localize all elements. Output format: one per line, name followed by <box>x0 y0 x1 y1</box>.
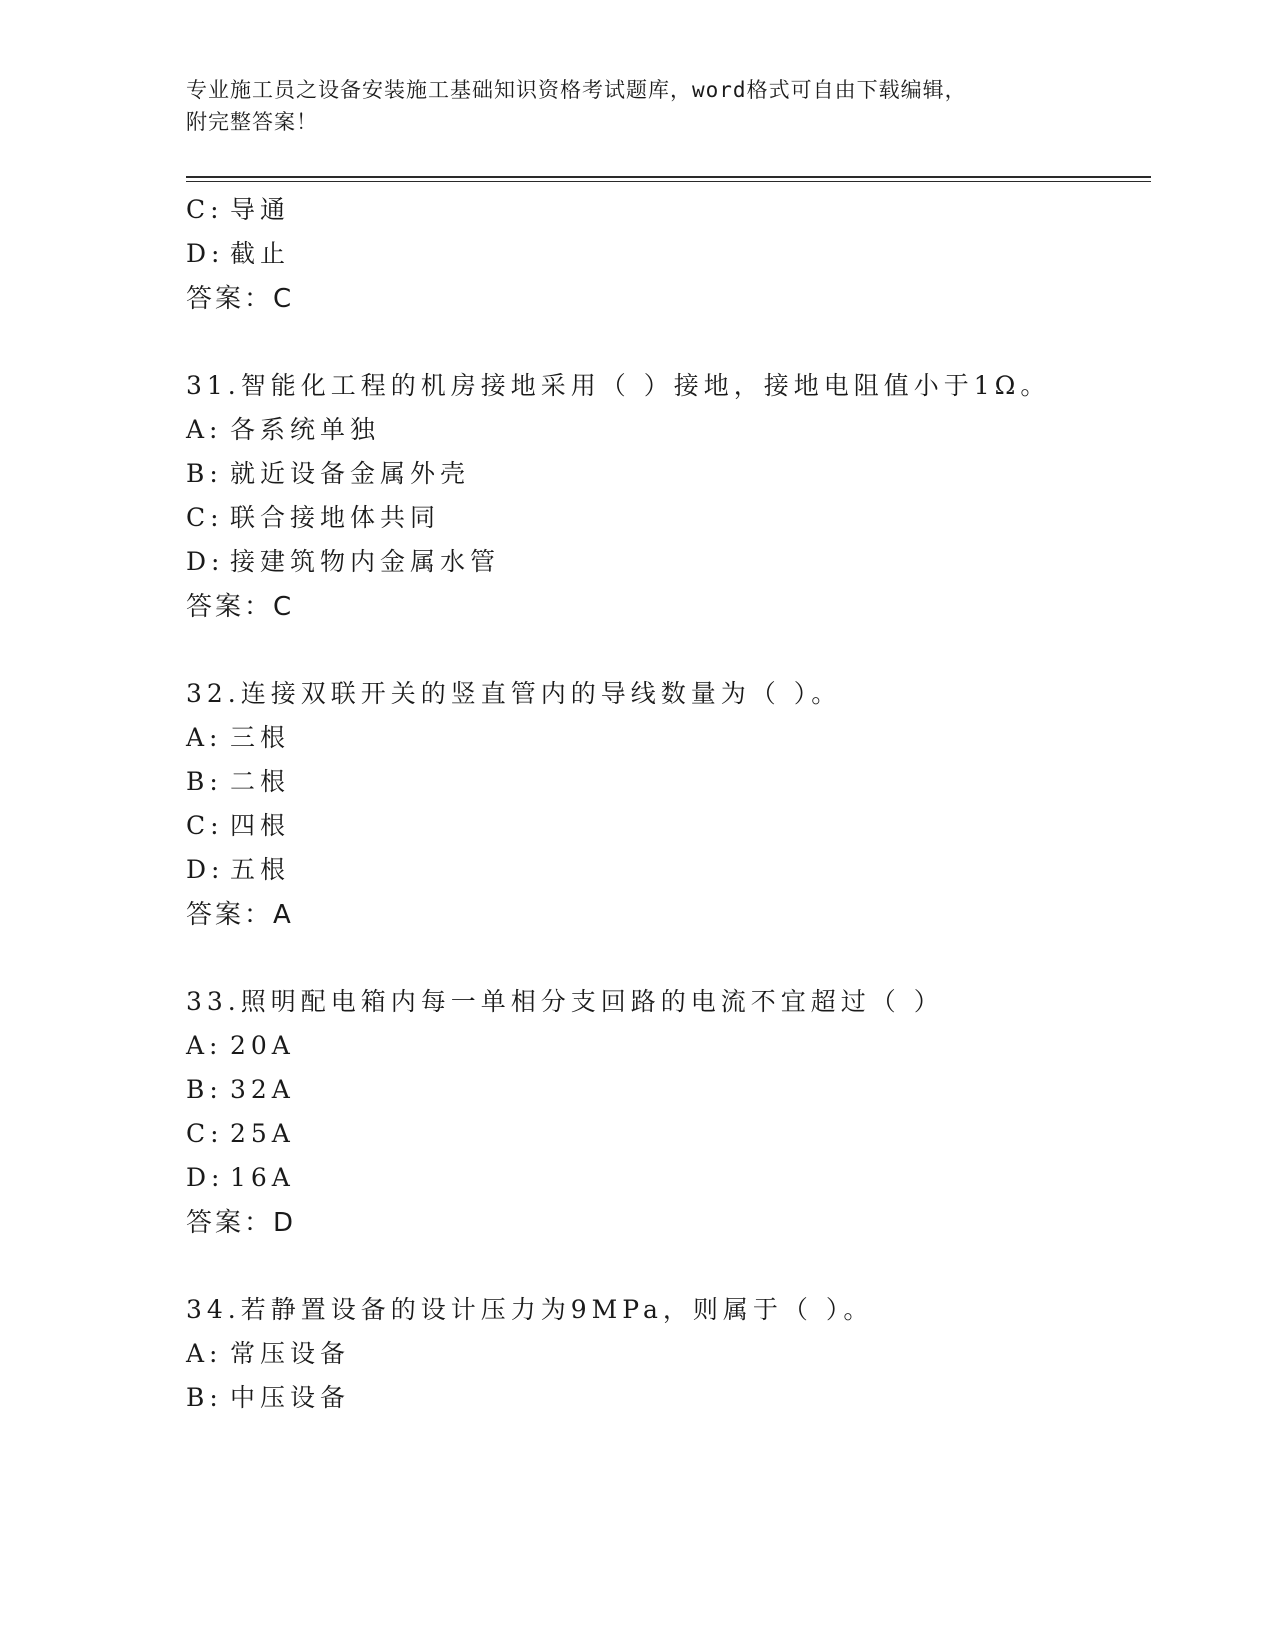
option-key: A: <box>186 415 223 444</box>
option-key: C: <box>186 503 224 532</box>
option-text: 截止 <box>230 239 291 268</box>
option-key: B: <box>186 1075 223 1104</box>
option-key: B: <box>186 459 223 488</box>
option-text: 接建筑物内金属水管 <box>230 547 501 576</box>
option-a <box>186 1029 295 1063</box>
header-rule-bottom <box>186 181 1151 182</box>
option-c <box>186 501 440 535</box>
option-text: 16A <box>230 1163 295 1192</box>
answer-line: 答案：D <box>186 1208 297 1238</box>
header-line-2: 附完整答案！ <box>186 110 318 134</box>
option-text: 就近设备金属外壳 <box>230 459 471 488</box>
option-text: 32A <box>230 1075 295 1104</box>
option-b <box>186 1073 295 1107</box>
option-text: 联合接地体共同 <box>230 503 441 532</box>
option-c <box>186 193 290 227</box>
answer-line: 答案：C <box>186 592 295 622</box>
option-a <box>186 721 290 755</box>
option-text: 导通 <box>230 195 291 224</box>
option-key: D: <box>186 547 225 576</box>
option-b <box>186 1381 350 1415</box>
option-key: A: <box>186 1031 223 1060</box>
option-key: C: <box>186 1119 224 1148</box>
question-stem-32: 32.连接双联开关的竖直管内的导线数量为（ ）。 <box>186 679 842 708</box>
option-text: 常压设备 <box>230 1339 351 1368</box>
question-stem-33: 33.照明配电箱内每一单相分支回路的电流不宜超过（ ） <box>186 987 944 1016</box>
option-b <box>186 457 470 491</box>
option-c <box>186 809 290 843</box>
option-text: 中压设备 <box>230 1383 351 1412</box>
answer-line: 答案：A <box>186 900 294 930</box>
option-d <box>186 1161 295 1195</box>
option-text: 各系统单独 <box>230 415 381 444</box>
option-d <box>186 545 500 579</box>
answer-line: 答案：C <box>186 284 295 314</box>
header-rule-top <box>186 176 1151 178</box>
option-text: 25A <box>230 1119 295 1148</box>
option-a <box>186 1337 350 1371</box>
option-text: 五根 <box>230 855 291 884</box>
option-key: B: <box>186 1383 223 1412</box>
option-key: C: <box>186 195 224 224</box>
option-key: A: <box>186 1339 223 1368</box>
header-line-1: 专业施工员之设备安装施工基础知识资格考试题库，word格式可自由下载编辑， <box>186 78 967 102</box>
option-d <box>186 853 290 887</box>
option-key: C: <box>186 811 224 840</box>
option-a <box>186 413 380 447</box>
document-header <box>186 74 1066 138</box>
option-c <box>186 1117 295 1151</box>
option-d <box>186 237 290 271</box>
option-b <box>186 765 290 799</box>
option-key: B: <box>186 767 223 796</box>
option-key: A: <box>186 723 223 752</box>
option-text: 二根 <box>230 767 291 796</box>
question-stem-34: 34.若静置设备的设计压力为9MPa，则属于（ ）。 <box>186 1295 874 1324</box>
option-text: 三根 <box>230 723 291 752</box>
question-stem-31: 31.智能化工程的机房接地采用（ ）接地，接地电阻值小于1Ω。 <box>186 371 1051 400</box>
option-key: D: <box>186 855 225 884</box>
option-key: D: <box>186 1163 225 1192</box>
option-text: 四根 <box>230 811 291 840</box>
option-key: D: <box>186 239 225 268</box>
option-text: 20A <box>230 1031 295 1060</box>
